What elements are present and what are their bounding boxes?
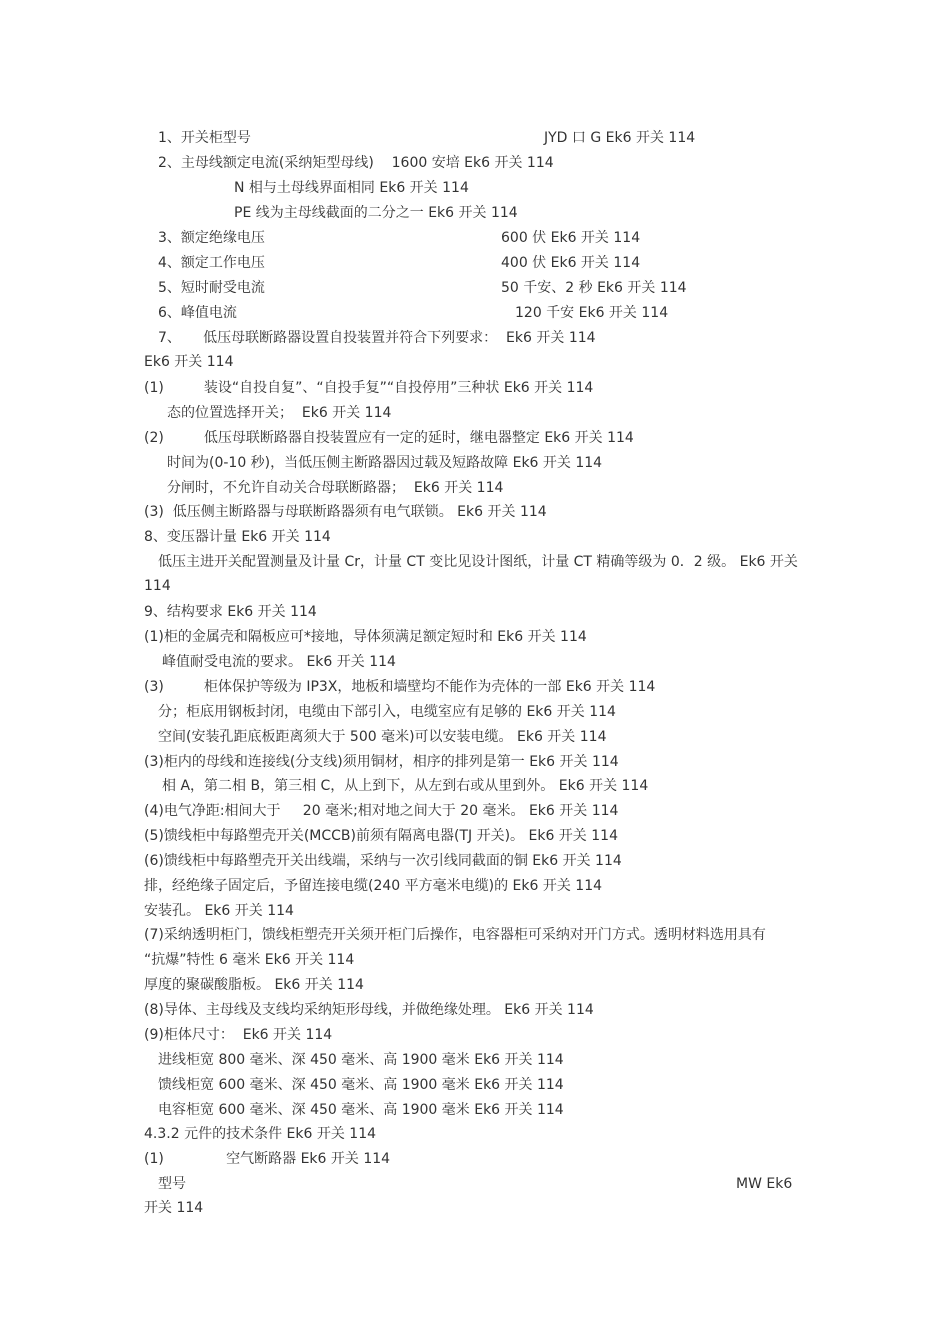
spec-item-3-label: 3、额定绝缘电压	[158, 230, 265, 246]
section-9-6-line-3: 安装孔。 Ek6 开关 114	[144, 903, 294, 919]
spec-item-7-2-line-1: (2) 低压母联断路器自投装置应有一定的延时，继电器整定 Ek6 开关 114	[144, 430, 634, 446]
section-9-6-line-2: 排，经绝缘子固定后，予留连接电缆(240 平方毫米电缆)的 Ek6 开关 114	[144, 878, 603, 894]
section-9-3a-line-1: (3) 柜体保护等级为 IP3X，地板和墙壁均不能作为壳体的一部 Ek6 开关 114	[144, 679, 656, 695]
section-9-heading: 9、结构要求 Ek6 开关 114	[144, 604, 317, 620]
spec-item-6-value: 120 千安 Ek6 开关 114	[515, 305, 669, 321]
spec-item-7-2-line-2: 时间为(0-10 秒)，当低压侧主断路器因过载及短路故障 Ek6 开关 114	[167, 455, 603, 471]
section-9-6-line-1: (6)馈线柜中每路塑壳开关出线端，采纳与一次引线同截面的铜 Ek6 开关 114	[144, 853, 622, 869]
section-9-3a-line-2: 分；柜底用钢板封闭，电缆由下部引入，电缆室应有足够的 Ek6 开关 114	[158, 704, 616, 720]
component-1-model-label: 型号	[158, 1176, 186, 1192]
section-9-3b-line-2: 相 A，第二相 B，第三相 C，从上到下，从左到右或从里到外。 Ek6 开关 114	[162, 778, 649, 794]
section-8-heading: 8、变压器计量 Ek6 开关 114	[144, 529, 331, 545]
spec-item-4-label: 4、额定工作电压	[158, 255, 265, 271]
spec-item-3-value: 600 伏 Ek6 开关 114	[501, 230, 641, 246]
spec-item-7-heading: 7、 低压母联断路器设置自投装置并符合下列要求： Ek6 开关 114	[158, 330, 596, 346]
spec-item-5-label: 5、短时耐受电流	[158, 280, 265, 296]
spec-item-5-value: 50 千安、2 秒 Ek6 开关 114	[501, 280, 687, 296]
spec-item-4-value: 400 伏 Ek6 开关 114	[501, 255, 641, 271]
spec-item-2-note-n: N 相与土母线界面相同 Ek6 开关 114	[234, 180, 469, 196]
spec-item-7-3: (3) 低压侧主断路器与母联断路器须有电气联锁。 Ek6 开关 114	[144, 504, 547, 520]
cabinet-size-incoming: 进线柜宽 800 毫米、深 450 毫米、高 1900 毫米 Ek6 开关 114	[158, 1052, 564, 1068]
spec-item-7-2-line-3: 分闸时，不允许自动关合母联断路器； Ek6 开关 114	[167, 480, 504, 496]
spec-item-7-1-line-2: 态的位置选择开关； Ek6 开关 114	[167, 405, 392, 421]
section-9-1-line-1: (1)柜的金属壳和隔板应可*接地，导体须满足额定短时和 Ek6 开关 114	[144, 629, 587, 645]
section-4-3-2-heading: 4.3.2 元件的技术条件 Ek6 开关 114	[144, 1126, 377, 1142]
section-9-5: (5)馈线柜中每路塑壳开关(MCCB)前须有隔离电器(TJ 开关)。 Ek6 开关 114	[144, 828, 618, 844]
section-9-1-line-2: 峰值耐受电流的要求。 Ek6 开关 114	[162, 654, 396, 670]
component-1-heading: (1) 空气断路器 Ek6 开关 114	[144, 1151, 391, 1167]
section-9-7-line-3: 厚度的聚碳酸脂板。 Ek6 开关 114	[144, 977, 364, 993]
spec-item-2-line: 2、主母线额定电流(采纳矩型母线) 1600 安培 Ek6 开关 114	[158, 155, 554, 171]
section-9-3b-line-1: (3)柜内的母线和连接线(分支线)须用铜材，相序的排列是第一 Ek6 开关 114	[144, 754, 619, 770]
section-9-8: (8)导体、主母线及支线均采纳矩形母线，并做绝缘处理。 Ek6 开关 114	[144, 1002, 594, 1018]
section-9-4: (4)电气净距:相间大于 20 毫米;相对地之间大于 20 毫米。 Ek6 开关 114	[144, 803, 619, 819]
section-9-7-line-2: “抗爆”特性 6 毫米 Ek6 开关 114	[144, 952, 355, 968]
cabinet-size-feeder: 馈线柜宽 600 毫米、深 450 毫米、高 1900 毫米 Ek6 开关 114	[158, 1077, 564, 1093]
section-8-body: 低压主进开关配置测量及计量 Cr，计量 CT 变比见设计图纸，计量 CT 精确等级为 0．2 级。 Ek6 开关	[158, 554, 798, 570]
spec-item-7-continuation: Ek6 开关 114	[144, 354, 234, 370]
spec-item-2-note-pe: PE 线为主母线截面的二分之一 Ek6 开关 114	[234, 205, 518, 221]
spec-item-1-value: JYD 口 G Ek6 开关 114	[544, 130, 696, 146]
cabinet-size-capacitor: 电容柜宽 600 毫米、深 450 毫米、高 1900 毫米 Ek6 开关 114	[158, 1102, 564, 1118]
section-9-7-line-1: (7)采纳透明柜门，馈线柜塑壳开关须开柜门后操作，电容器柜可采纳对开门方式。透明材料选用具有	[144, 927, 766, 943]
section-8-body-wrap: 114	[144, 578, 171, 594]
spec-item-7-1-line-1: (1) 装设“自投自复”、“自投手复”“自投停用”三种状 Ek6 开关 114	[144, 380, 594, 396]
section-9-3a-line-3: 空间(安装孔距底板距离须大于 500 毫米)可以安装电缆。 Ek6 开关 114	[158, 729, 607, 745]
component-1-model-wrap: 开关 114	[144, 1200, 204, 1216]
section-9-9-heading: (9)柜体尺寸： Ek6 开关 114	[144, 1027, 333, 1043]
spec-item-6-label: 6、峰值电流	[158, 305, 237, 321]
component-1-model-value: MW Ek6	[736, 1176, 793, 1192]
spec-item-1-label: 1、开关柜型号	[158, 130, 251, 146]
